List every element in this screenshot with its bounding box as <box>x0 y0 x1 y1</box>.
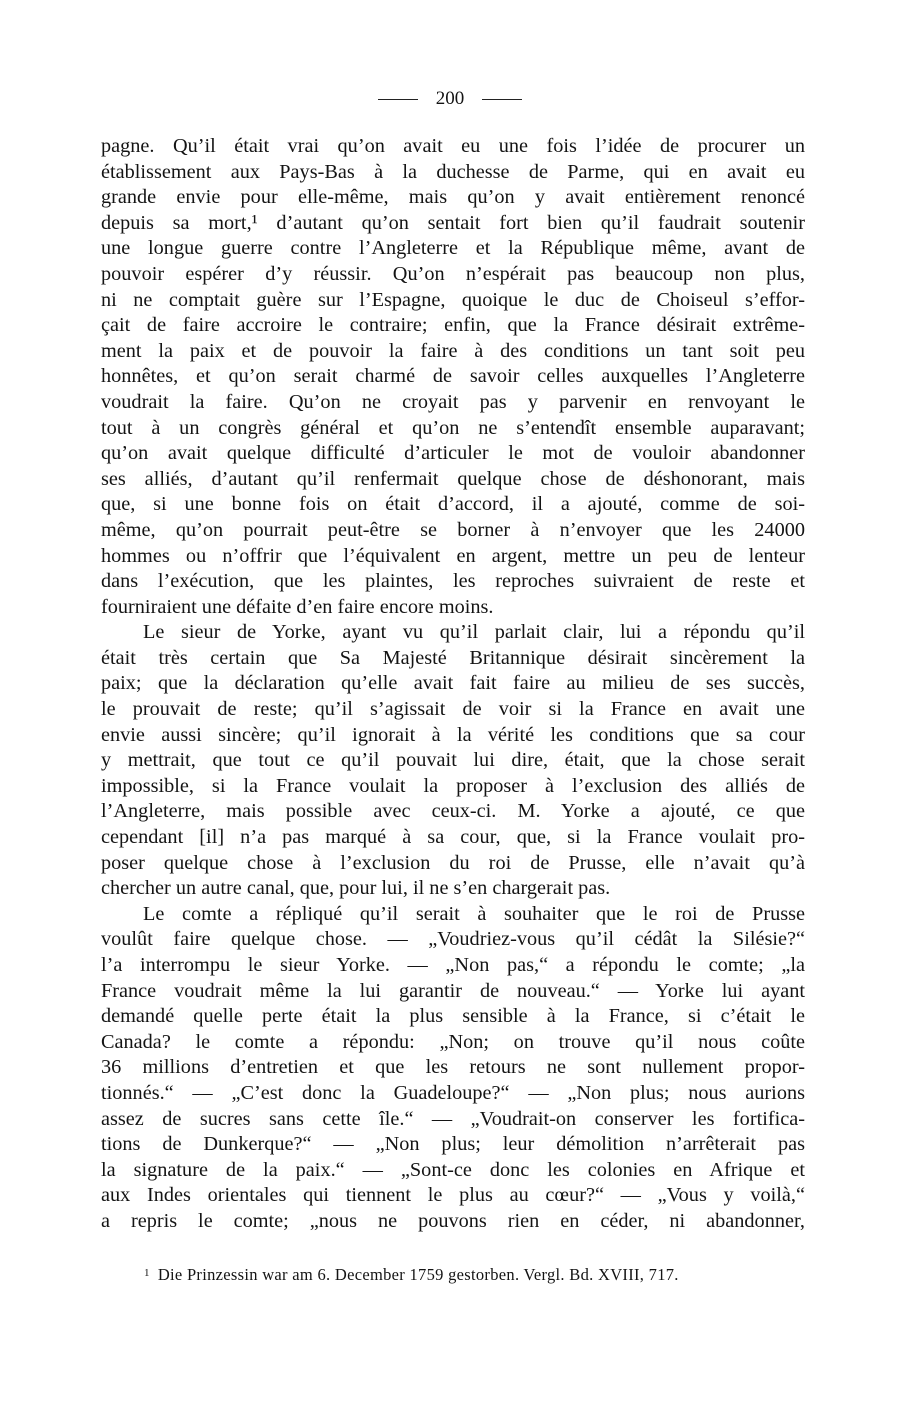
text-line: hommes ou n’offrir que l’équivalent en argent, mettre un peu de lenteur <box>101 544 805 567</box>
text-line: que, si une bonne fois on était d’accord, il a ajouté, comme de soi- <box>101 493 805 516</box>
footnote <box>144 1263 804 1285</box>
footnote-text: Die Prinzessin war am 6. December 1759 gestorben. Vergl. Bd. XVIII, 717. <box>157 1265 679 1284</box>
text-line: y mettrait, que tout ce qu’il pouvait lui dire, était, que la chose serait <box>101 749 805 772</box>
text-line: grande envie pour elle-même, mais qu’on y avait entièrement renoncé <box>101 186 805 209</box>
text-line: envie aussi sincère; qu’il ignorait à la vérité les conditions que sa cour <box>101 723 805 746</box>
page-header <box>0 88 900 110</box>
text-line: ment la paix et de pouvoir la faire à des conditions un tant soit peu <box>101 339 805 362</box>
text-line: France voudrait même la lui garantir de nouveau.“ — Yorke lui ayant <box>101 979 805 1002</box>
text-line: fourniraient une défaite d’en faire encore moins. <box>101 595 494 618</box>
text-line: était très certain que Sa Majesté Britannique désirait sincèrement la <box>101 646 805 669</box>
header-rule-right <box>482 99 522 100</box>
text-line: le prouvait de reste; qu’il s’agissait de voir si la France en avait une <box>101 698 805 721</box>
text-line: ni ne comptait guère sur l’Espagne, quoique le duc de Choiseul s’effor- <box>101 288 805 311</box>
text-line: aux Indes orientales qui tiennent le plus au cœur?“ — „Vous y voilà,“ <box>101 1184 805 1207</box>
text-line: l’Angleterre, mais possible avec ceux-ci. M. Yorke a ajouté, ce que <box>101 800 805 823</box>
body-text <box>101 134 805 1235</box>
text-line: tionnés.“ — „C’est donc la Guadeloupe?“ — „Non plus; nous aurions <box>101 1081 805 1104</box>
text-line: cependant [il] n’a pas marqué à sa cour, que, si la France voulait pro- <box>101 826 805 849</box>
text-line: établissement aux Pays-Bas à la duchesse de Parme, qui en avait eu <box>101 160 805 183</box>
text-line: la signature de la paix.“ — „Sont-ce donc les colonies en Afrique et <box>101 1158 805 1181</box>
text-line: paix; que la déclaration qu’elle avait fait faire au milieu de ses succès, <box>101 672 805 695</box>
text-line: depuis sa mort,¹ d’autant qu’on sentait fort bien qu’il faudrait soutenir <box>101 211 805 234</box>
text-line: tions de Dunkerque?“ — „Non plus; leur démolition n’arrêterait pas <box>101 1133 805 1156</box>
text-line: poser quelque chose à l’exclusion du roi de Prusse, elle n’avait qu’à <box>101 851 805 874</box>
text-line: Canada? le comte a répondu: „Non; on trouve qu’il nous coûte <box>101 1030 805 1053</box>
text-line: Le comte a répliqué qu’il serait à souhaiter que le roi de Prusse <box>143 902 805 925</box>
text-line: 36 millions d’entretien et que les retours ne sont nullement propor- <box>101 1056 805 1079</box>
text-line: ses alliés, d’autant qu’il renfermait quelque chose de déshonorant, mais <box>101 467 805 490</box>
footnote-marker: 1 <box>144 1267 150 1279</box>
text-line: voulût faire quelque chose. — „Voudriez-vous qu’il cédât la Silésie?“ <box>101 928 805 951</box>
text-line: çait de faire accroire le contraire; enfin, que la France désirait extrême- <box>101 314 805 337</box>
text-line: l’a interrompu le sieur Yorke. — „Non pas,“ a répondu le comte; „la <box>101 954 805 976</box>
text-line: même, qu’on pourrait peut-être se borner à n’envoyer que les 24000 <box>101 518 805 541</box>
text-line: tout à un congrès général et qu’on ne s’entendît ensemble auparavant; <box>101 416 805 439</box>
text-line: pouvoir espérer d’y réussir. Qu’on n’espérait pas beaucoup non plus, <box>101 262 805 285</box>
text-line: chercher un autre canal, que, pour lui, il ne s’en chargerait pas. <box>101 877 611 900</box>
text-line: a repris le comte; „nous ne pouvons rien en céder, ni abandonner, <box>101 1209 805 1232</box>
text-line: voudrait la faire. Qu’on ne croyait pas y parvenir en renvoyant le <box>101 390 805 413</box>
text-line: honnêtes, et qu’on serait charmé de savoir celles auxquelles l’Angleterre <box>101 365 805 388</box>
text-line: impossible, si la France voulait la proposer à l’exclusion des alliés de <box>101 774 805 797</box>
text-line: une longue guerre contre l’Angleterre et la République même, avant de <box>101 237 805 260</box>
text-line: dans l’exécution, que les plaintes, les reproches suivraient de reste et <box>101 570 805 593</box>
text-line: Le sieur de Yorke, ayant vu qu’il parlait clair, lui a répondu qu’il <box>143 621 805 644</box>
page-number: 200 <box>435 88 465 109</box>
text-line: pagne. Qu’il était vrai qu’on avait eu une fois l’idée de procurer un <box>101 135 805 157</box>
text-line: demandé quelle perte était la plus sensible à la France, si c’était le <box>101 1005 805 1028</box>
header-rule-left <box>378 99 418 100</box>
text-line: assez de sucres sans cette île.“ — „Voudrait-on conserver les fortifica- <box>101 1107 805 1130</box>
text-line: qu’on avait quelque difficulté d’articuler le mot de vouloir abandonner <box>101 442 805 465</box>
